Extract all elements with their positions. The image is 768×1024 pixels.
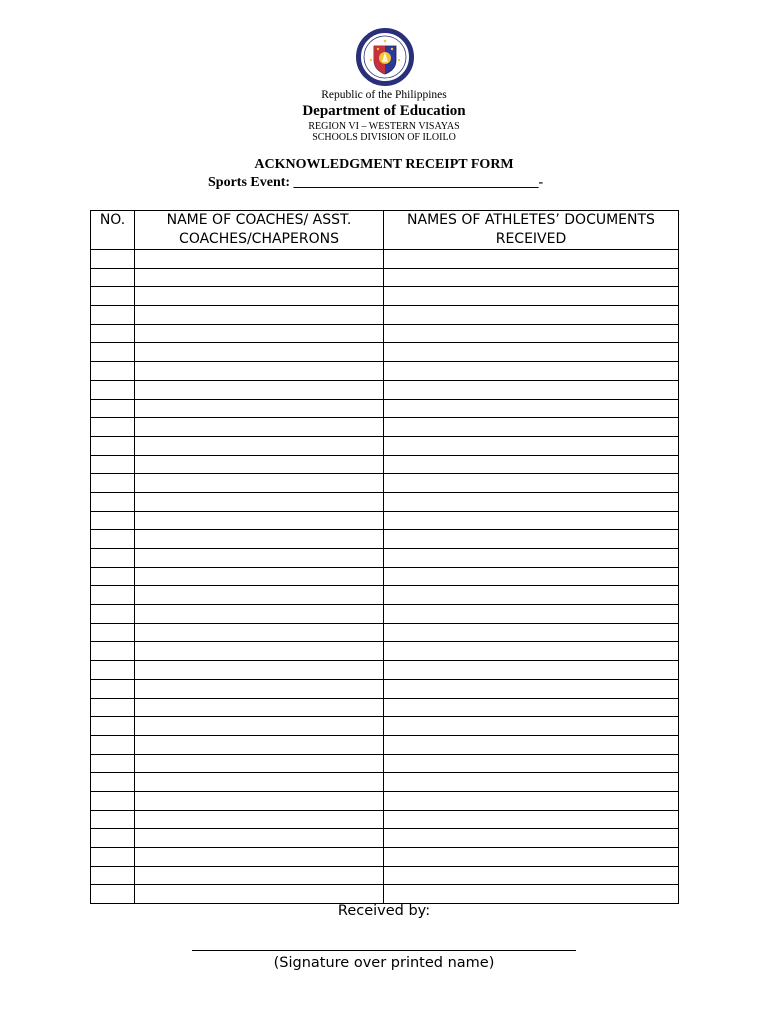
cell-documents[interactable] — [384, 530, 679, 549]
cell-coach-name[interactable] — [135, 287, 384, 306]
cell-documents[interactable] — [384, 492, 679, 511]
cell-no[interactable] — [91, 474, 135, 493]
table-row — [91, 511, 679, 530]
table-row — [91, 810, 679, 829]
cell-no[interactable] — [91, 810, 135, 829]
cell-documents[interactable] — [384, 623, 679, 642]
cell-coach-name[interactable] — [135, 399, 384, 418]
table-row — [91, 754, 679, 773]
cell-documents[interactable] — [384, 511, 679, 530]
table-row — [91, 885, 679, 904]
table-row — [91, 250, 679, 269]
table-row — [91, 418, 679, 437]
department-title: Department of Education — [302, 103, 466, 119]
table-row — [91, 549, 679, 568]
received-by-label: Received by: — [337, 903, 431, 919]
cell-no[interactable] — [91, 306, 135, 325]
sports-event-field: Sports Event: ___________________________________- — [208, 175, 544, 190]
table-row — [91, 679, 679, 698]
cell-coach-name[interactable] — [135, 623, 384, 642]
cell-documents[interactable] — [384, 773, 679, 792]
table-row — [91, 436, 679, 455]
cell-coach-name[interactable] — [135, 455, 384, 474]
cell-documents[interactable] — [384, 586, 679, 605]
cell-coach-name[interactable] — [135, 791, 384, 810]
cell-no[interactable] — [91, 698, 135, 717]
cell-no[interactable] — [91, 530, 135, 549]
division-line: SCHOOLS DIVISION OF ILOILO — [312, 132, 456, 143]
cell-no[interactable] — [91, 642, 135, 661]
republic-line: Republic of the Philippines — [321, 89, 447, 101]
cell-no[interactable] — [91, 380, 135, 399]
table-row — [91, 324, 679, 343]
cell-coach-name[interactable] — [135, 866, 384, 885]
cell-documents[interactable] — [384, 343, 679, 362]
cell-coach-name[interactable] — [135, 492, 384, 511]
table-row — [91, 698, 679, 717]
table-header-row — [91, 211, 679, 250]
cell-coach-name[interactable] — [135, 754, 384, 773]
region-line: REGION VI – WESTERN VISAYAS — [308, 121, 460, 132]
cell-no[interactable] — [91, 492, 135, 511]
cell-no[interactable] — [91, 250, 135, 269]
cell-documents[interactable] — [384, 250, 679, 269]
cell-documents[interactable] — [384, 866, 679, 885]
table-row — [91, 455, 679, 474]
table-row — [91, 492, 679, 511]
table-row — [91, 829, 679, 848]
cell-documents[interactable] — [384, 661, 679, 680]
cell-coach-name[interactable] — [135, 885, 384, 904]
column-header-documents: NAMES OF ATHLETES’ DOCUMENTS RECEIVED — [384, 211, 679, 250]
cell-no[interactable] — [91, 343, 135, 362]
table-row — [91, 791, 679, 810]
cell-no[interactable] — [91, 362, 135, 381]
cell-documents[interactable] — [384, 549, 679, 568]
cell-documents[interactable] — [384, 848, 679, 867]
table-row — [91, 268, 679, 287]
table-row — [91, 399, 679, 418]
cell-no[interactable] — [91, 436, 135, 455]
table-row — [91, 362, 679, 381]
cell-documents[interactable] — [384, 754, 679, 773]
cell-no[interactable] — [91, 885, 135, 904]
cell-documents[interactable] — [384, 399, 679, 418]
table-row — [91, 623, 679, 642]
cell-coach-name[interactable] — [135, 268, 384, 287]
cell-coach-name[interactable] — [135, 735, 384, 754]
signature-line — [192, 950, 576, 951]
cell-coach-name[interactable] — [135, 362, 384, 381]
cell-no[interactable] — [91, 754, 135, 773]
cell-coach-name[interactable] — [135, 567, 384, 586]
table-row — [91, 567, 679, 586]
form-title: ACKNOWLEDGMENT RECEIPT FORM — [254, 157, 514, 172]
cell-documents[interactable] — [384, 287, 679, 306]
table-row — [91, 866, 679, 885]
table-row — [91, 642, 679, 661]
cell-coach-name[interactable] — [135, 380, 384, 399]
cell-documents[interactable] — [384, 455, 679, 474]
cell-coach-name[interactable] — [135, 829, 384, 848]
cell-no[interactable] — [91, 866, 135, 885]
cell-documents[interactable] — [384, 679, 679, 698]
cell-no[interactable] — [91, 623, 135, 642]
signature-caption: (Signature over printed name) — [273, 955, 495, 971]
cell-coach-name[interactable] — [135, 810, 384, 829]
cell-coach-name[interactable] — [135, 661, 384, 680]
cell-no[interactable] — [91, 586, 135, 605]
cell-coach-name[interactable] — [135, 773, 384, 792]
cell-documents[interactable] — [384, 642, 679, 661]
table-row — [91, 717, 679, 736]
cell-coach-name[interactable] — [135, 418, 384, 437]
cell-no[interactable] — [91, 829, 135, 848]
cell-coach-name[interactable] — [135, 250, 384, 269]
cell-no[interactable] — [91, 455, 135, 474]
table-row — [91, 380, 679, 399]
column-header-no: NO. — [91, 211, 135, 250]
table-row — [91, 530, 679, 549]
cell-coach-name[interactable] — [135, 586, 384, 605]
cell-no[interactable] — [91, 418, 135, 437]
table-row — [91, 343, 679, 362]
table-row — [91, 848, 679, 867]
cell-no[interactable] — [91, 567, 135, 586]
table-body — [91, 250, 679, 904]
cell-no[interactable] — [91, 324, 135, 343]
cell-no[interactable] — [91, 735, 135, 754]
cell-documents[interactable] — [384, 418, 679, 437]
cell-no[interactable] — [91, 399, 135, 418]
column-header-coaches: NAME OF COACHES/ ASST. COACHES/CHAPERONS — [135, 211, 384, 250]
cell-documents[interactable] — [384, 436, 679, 455]
deped-seal-logo — [356, 28, 414, 86]
cell-no[interactable] — [91, 605, 135, 624]
cell-coach-name[interactable] — [135, 324, 384, 343]
cell-documents[interactable] — [384, 362, 679, 381]
cell-no[interactable] — [91, 511, 135, 530]
cell-coach-name[interactable] — [135, 717, 384, 736]
cell-coach-name[interactable] — [135, 436, 384, 455]
cell-documents[interactable] — [384, 268, 679, 287]
cell-no[interactable] — [91, 773, 135, 792]
cell-coach-name[interactable] — [135, 848, 384, 867]
cell-coach-name[interactable] — [135, 698, 384, 717]
table-row — [91, 474, 679, 493]
cell-no[interactable] — [91, 791, 135, 810]
cell-no[interactable] — [91, 848, 135, 867]
cell-no[interactable] — [91, 717, 135, 736]
table-row — [91, 735, 679, 754]
cell-documents[interactable] — [384, 698, 679, 717]
cell-documents[interactable] — [384, 474, 679, 493]
cell-coach-name[interactable] — [135, 549, 384, 568]
table-row — [91, 306, 679, 325]
cell-documents[interactable] — [384, 380, 679, 399]
receipt-table — [90, 210, 679, 904]
cell-coach-name[interactable] — [135, 605, 384, 624]
cell-documents[interactable] — [384, 735, 679, 754]
cell-coach-name[interactable] — [135, 343, 384, 362]
cell-documents[interactable] — [384, 306, 679, 325]
cell-coach-name[interactable] — [135, 679, 384, 698]
cell-documents[interactable] — [384, 567, 679, 586]
cell-no[interactable] — [91, 661, 135, 680]
cell-documents[interactable] — [384, 885, 679, 904]
cell-documents[interactable] — [384, 324, 679, 343]
cell-documents[interactable] — [384, 810, 679, 829]
table-row — [91, 773, 679, 792]
cell-no[interactable] — [91, 287, 135, 306]
cell-documents[interactable] — [384, 605, 679, 624]
cell-coach-name[interactable] — [135, 530, 384, 549]
cell-documents[interactable] — [384, 791, 679, 810]
cell-coach-name[interactable] — [135, 642, 384, 661]
cell-coach-name[interactable] — [135, 511, 384, 530]
cell-coach-name[interactable] — [135, 474, 384, 493]
cell-coach-name[interactable] — [135, 306, 384, 325]
cell-no[interactable] — [91, 679, 135, 698]
cell-no[interactable] — [91, 268, 135, 287]
cell-no[interactable] — [91, 549, 135, 568]
table-row — [91, 605, 679, 624]
table-row — [91, 661, 679, 680]
cell-documents[interactable] — [384, 717, 679, 736]
table-row — [91, 586, 679, 605]
table-row — [91, 287, 679, 306]
cell-documents[interactable] — [384, 829, 679, 848]
